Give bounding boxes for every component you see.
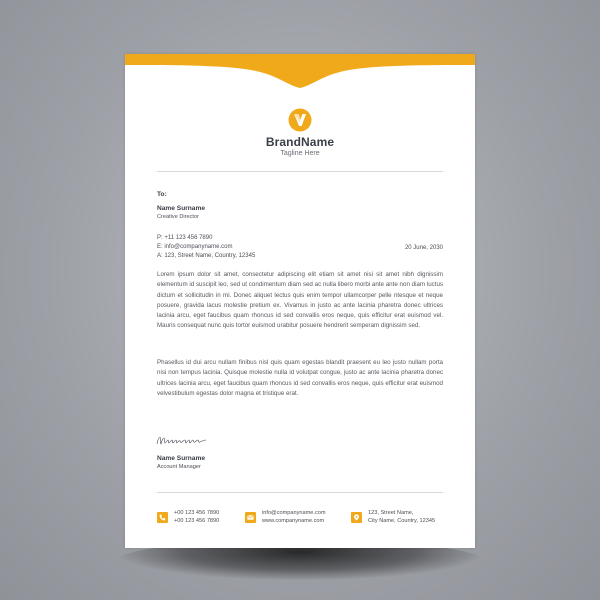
footer-divider [157,492,443,493]
recipient-title: Creative Director [157,214,199,220]
v-shield-logo [288,108,312,132]
contact-phone: P: +11 123 456 7890 [157,235,213,241]
phone-icon [157,512,168,523]
signatory-name: Name Surname [157,455,206,462]
footer-phone-2: +00 123 456 7890 [174,518,220,524]
to-label: To: [157,191,167,198]
contact-email: E: info@companyname.com [157,244,233,250]
footer-address-line-2: City Name, Country, 12345 [368,518,436,524]
footer-email: info@companyname.com [262,510,326,516]
mail-icon [245,512,256,523]
body-paragraph-1: Lorem ipsum dolor sit amet, consectetur adipiscing elit etiam sit amet nisi sit amet nibh dignissim elementum id suscipit leo, sed ut condimentum diam sed ac nulla libero morbi ante ante non diam luctus dictum et sollicitudin in mi. Donec aliquet lectus quis enim tempor ullamcorper pelle ntesque et neque posuere, gravida lacus molestie pretium ex. Vivamus in justo ac ante lacinia pharetra donec ultrices lacinia arcu, eget faucibus quam rhoncus id sed convallis eros neque, quis efficitur erat euismod vel. Mauris consequat nunc quis tortor euismod urabitur posuere hendrerit semperam dignissim sed. [157,271,443,330]
letter-date: 20 June, 2030 [404,245,443,251]
contact-address: A: 123, Street Name, Country, 12345 [157,253,256,259]
location-pin-icon [351,512,362,523]
brand-name: BrandName [265,135,335,149]
letterhead-page [125,54,475,548]
body-paragraph-2: Phasellus id dui arcu nullam finibus nisl quis quam egestas blandit praesent eu leo justo nullam porta nisi non tempus lacinia. Quisque molestie nulla id volutpat congue, justo ac ante lacinia pharetra donec ultrices lacinia arcu, eget faucibus quam rhoncus id sed convallis eros neque, quis efficitur erat euismod velvestibulum egestas dolor magna et tristique erat. [157,359,443,397]
header-wave [125,54,475,90]
footer-address-line-1: 123, Street Name, [368,510,414,516]
header-divider [157,171,443,172]
brand-tagline: Tagline Here [280,150,320,157]
footer-phone-1: +00 123 456 7890 [174,510,220,516]
signatory-title: Account Manager [157,464,201,470]
recipient-name: Name Surname [157,205,206,212]
footer-website: www.companyname.com [262,518,325,524]
signature-script [155,434,215,448]
